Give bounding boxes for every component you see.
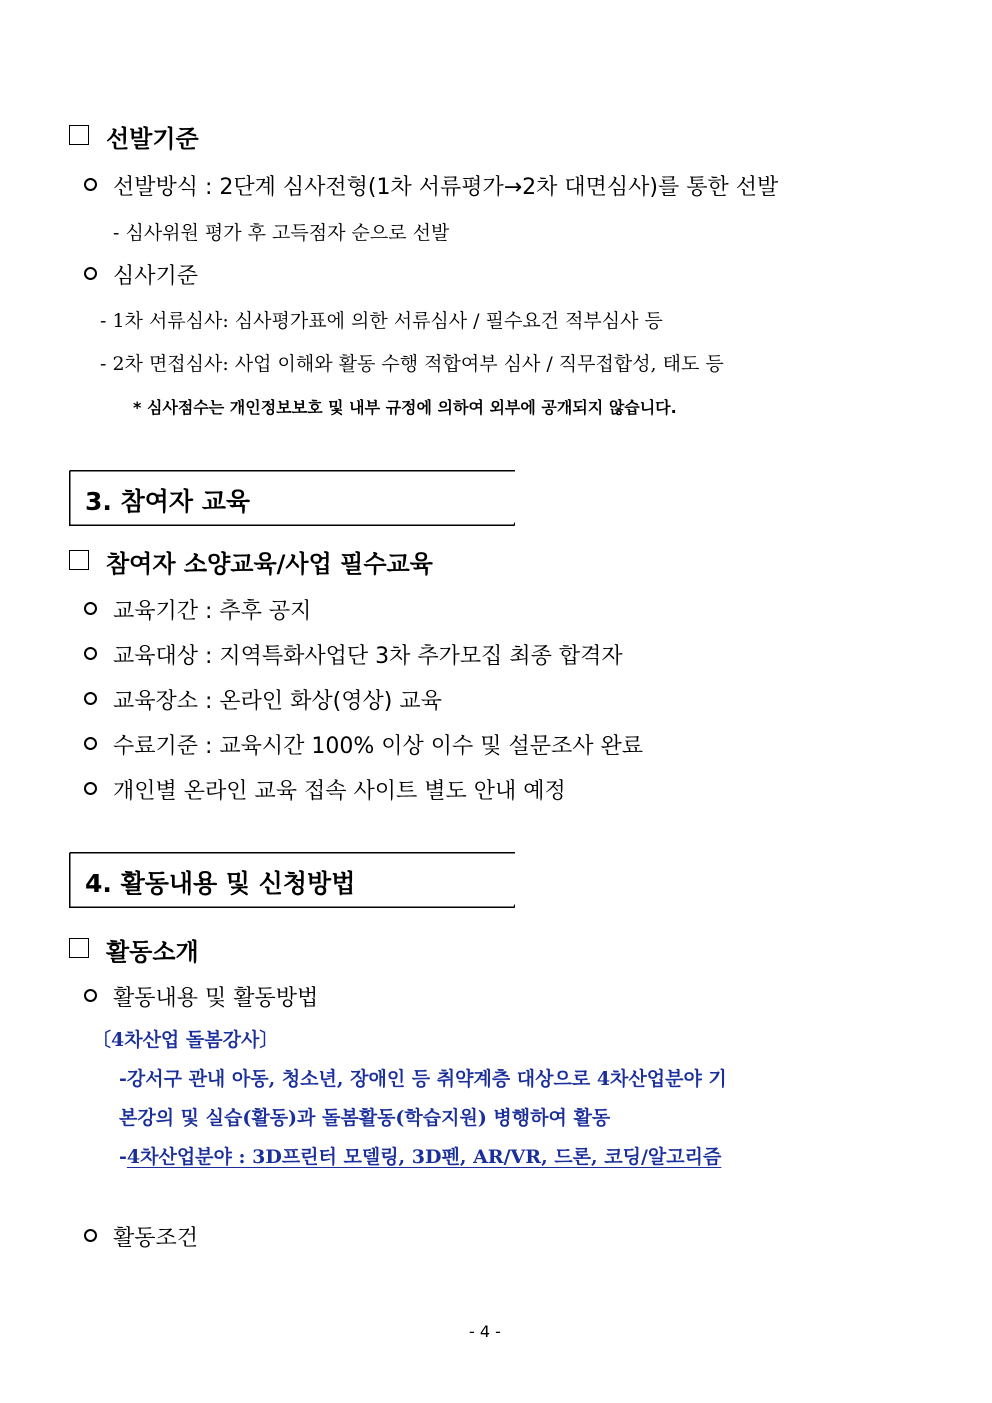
selection-heading: 선발기준 — [106, 125, 199, 153]
education-item: 교육기간 : 추후 공지 — [113, 599, 312, 624]
section-4-title-box — [69, 852, 515, 908]
circle-bullet-icon — [84, 989, 97, 1002]
education-item: 교육장소 : 온라인 화상(영상) 교육 — [113, 689, 442, 714]
section-3-title: 3. 참여자 교육 — [85, 487, 251, 516]
circle-bullet-icon — [84, 647, 97, 660]
page-number: - 4 - — [469, 1322, 501, 1341]
circle-bullet-icon — [84, 178, 97, 191]
section-3-heading: 참여자 소양교육/사업 필수교육 — [106, 550, 433, 578]
circle-bullet-icon — [84, 1229, 97, 1242]
activity-fields-list: 4차산업분야 : 3D프린터 모델링, 3D펜, AR/VR, 드론, 코딩/알고리즘 — [126, 1146, 722, 1168]
education-item: 개인별 온라인 교육 접속 사이트 별도 안내 예정 — [113, 779, 566, 804]
activity-desc-dash: - — [119, 1146, 127, 1168]
section-4-title: 4. 활동내용 및 신청방법 — [85, 869, 356, 898]
criteria-item-1: - 1차 서류심사: 심사평가표에 의한 서류심사 / 필수요건 적부심사 등 — [100, 310, 663, 332]
section-4-heading: 활동소개 — [106, 938, 199, 966]
criteria-note: * 심사점수는 개인정보보호 및 내부 규정에 의하여 외부에 공개되지 않습니다. — [133, 398, 677, 417]
selection-method-sub: - 심사위원 평가 후 고득점자 순으로 선발 — [113, 222, 450, 244]
section-3-title-box — [69, 470, 515, 526]
education-item: 교육대상 : 지역특화사업단 3차 추가모집 최종 합격자 — [113, 644, 623, 669]
activity-desc-line-2: 본강의 및 실습(활동)과 돌봄활동(학습지원) 병행하여 활동 — [119, 1107, 611, 1129]
circle-bullet-icon — [84, 737, 97, 750]
square-bullet-icon — [69, 550, 89, 570]
circle-bullet-icon — [84, 692, 97, 705]
square-bullet-icon — [69, 938, 89, 958]
square-bullet-icon — [69, 125, 89, 145]
circle-bullet-icon — [84, 267, 97, 280]
circle-bullet-icon — [84, 602, 97, 615]
criteria-item-2: - 2차 면접심사: 사업 이해와 활동 수행 적합여부 심사 / 직무접합성, 태도 등 — [100, 353, 724, 375]
activity-conditions-heading: 활동조건 — [113, 1226, 199, 1251]
circle-bullet-icon — [84, 782, 97, 795]
education-item: 수료기준 : 교육시간 100% 이상 이수 및 설문조사 완료 — [113, 734, 644, 759]
activity-desc-line-3 — [119, 1142, 721, 1169]
activity-desc-line-1: -강서구 관내 아동, 청소년, 장애인 등 취약계층 대상으로 4차산업분야 기 — [119, 1068, 727, 1090]
criteria-heading: 심사기준 — [113, 264, 199, 289]
activity-bracket-title: 〔4차산업 돌봄강사〕 — [92, 1029, 279, 1051]
activity-content-heading: 활동내용 및 활동방법 — [113, 986, 319, 1011]
selection-method: 선발방식 : 2단계 심사전형(1차 서류평가→2차 대면심사)를 통한 선발 — [113, 175, 779, 200]
